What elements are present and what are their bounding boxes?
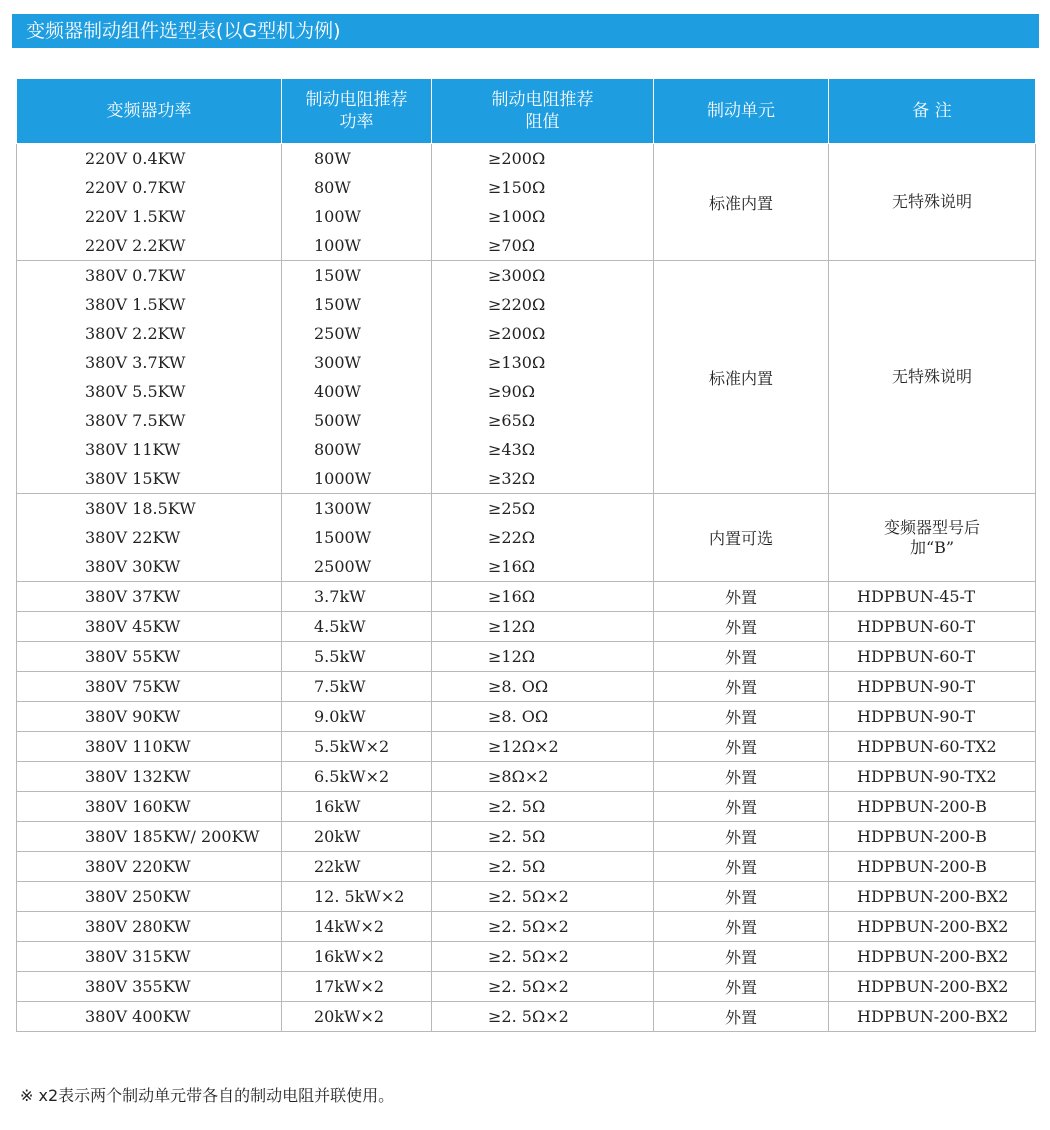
table-row [17, 822, 1036, 852]
braking-unit-cell: 外置 [654, 882, 829, 912]
inverter-power-cell: 380V 7.5KW [17, 406, 282, 435]
inverter-power-cell: 380V 90KW [17, 702, 282, 732]
inverter-power-cell: 380V 250KW [17, 882, 282, 912]
inverter-power-cell: 380V 22KW [17, 523, 282, 552]
inverter-power-cell: 380V 400KW [17, 1002, 282, 1032]
inverter-power-cell: 380V 132KW [17, 762, 282, 792]
braking-unit-cell: 外置 [654, 1002, 829, 1032]
resistor-power-cell: 20kW [282, 822, 432, 852]
inverter-power-cell: 380V 315KW [17, 942, 282, 972]
resistor-value-cell: ≥43Ω [432, 435, 654, 464]
header-inverter-power: 变频器功率 [17, 79, 282, 144]
resistor-power-cell: 1000W [282, 464, 432, 494]
resistor-power-cell: 800W [282, 435, 432, 464]
resistor-value-cell: ≥8Ω×2 [432, 762, 654, 792]
resistor-power-cell: 1500W [282, 523, 432, 552]
resistor-power-cell: 20kW×2 [282, 1002, 432, 1032]
inverter-power-cell: 220V 2.2KW [17, 231, 282, 261]
resistor-power-cell: 500W [282, 406, 432, 435]
table-row [17, 852, 1036, 882]
header-resistor-value: 制动电阻推荐 阻值 [432, 79, 654, 144]
unit-model-cell: HDPBUN-200-BX2 [829, 942, 1036, 972]
unit-model-cell: HDPBUN-45-T [829, 582, 1036, 612]
resistor-power-cell: 150W [282, 290, 432, 319]
resistor-value-cell: ≥100Ω [432, 202, 654, 231]
table-row [17, 702, 1036, 732]
unit-model-cell: HDPBUN-90-T [829, 672, 1036, 702]
inverter-power-cell: 380V 55KW [17, 642, 282, 672]
table-row [17, 792, 1036, 822]
resistor-power-cell: 6.5kW×2 [282, 762, 432, 792]
braking-unit-cell: 标准内置 [654, 144, 829, 261]
resistor-power-cell: 9.0kW [282, 702, 432, 732]
braking-unit-cell: 外置 [654, 672, 829, 702]
inverter-power-cell: 380V 45KW [17, 612, 282, 642]
remarks-cell: 无特殊说明 [829, 261, 1036, 494]
resistor-value-cell: ≥130Ω [432, 348, 654, 377]
braking-unit-cell: 外置 [654, 822, 829, 852]
resistor-power-cell: 16kW [282, 792, 432, 822]
resistor-power-cell: 7.5kW [282, 672, 432, 702]
resistor-power-cell: 1300W [282, 494, 432, 524]
table-row [17, 882, 1036, 912]
inverter-power-cell: 380V 5.5KW [17, 377, 282, 406]
resistor-value-cell: ≥16Ω [432, 582, 654, 612]
braking-selection-table [16, 78, 1036, 1032]
unit-model-cell: HDPBUN-60-TX2 [829, 732, 1036, 762]
unit-model-cell: HDPBUN-200-B [829, 822, 1036, 852]
inverter-power-cell: 380V 1.5KW [17, 290, 282, 319]
unit-model-cell: HDPBUN-200-B [829, 792, 1036, 822]
inverter-power-cell: 380V 3.7KW [17, 348, 282, 377]
resistor-power-cell: 16kW×2 [282, 942, 432, 972]
resistor-power-cell: 100W [282, 202, 432, 231]
table-row [17, 144, 1036, 174]
resistor-power-cell: 22kW [282, 852, 432, 882]
inverter-power-cell: 380V 2.2KW [17, 319, 282, 348]
resistor-value-cell: ≥90Ω [432, 377, 654, 406]
remarks-cell: 无特殊说明 [829, 144, 1036, 261]
resistor-value-cell: ≥32Ω [432, 464, 654, 494]
table-row [17, 762, 1036, 792]
unit-model-cell: HDPBUN-90-TX2 [829, 762, 1036, 792]
resistor-value-cell: ≥16Ω [432, 552, 654, 582]
resistor-value-cell: ≥2. 5Ω×2 [432, 942, 654, 972]
table-row [17, 732, 1036, 762]
inverter-power-cell: 380V 185KW/ 200KW [17, 822, 282, 852]
resistor-value-cell: ≥2. 5Ω [432, 792, 654, 822]
resistor-value-cell: ≥220Ω [432, 290, 654, 319]
unit-model-cell: HDPBUN-200-BX2 [829, 972, 1036, 1002]
resistor-power-cell: 400W [282, 377, 432, 406]
resistor-value-cell: ≥2. 5Ω×2 [432, 1002, 654, 1032]
resistor-value-cell: ≥8. OΩ [432, 702, 654, 732]
braking-unit-cell: 外置 [654, 612, 829, 642]
resistor-power-cell: 14kW×2 [282, 912, 432, 942]
resistor-value-cell: ≥70Ω [432, 231, 654, 261]
inverter-power-cell: 220V 0.7KW [17, 173, 282, 202]
inverter-power-cell: 380V 110KW [17, 732, 282, 762]
unit-model-cell: HDPBUN-60-T [829, 642, 1036, 672]
resistor-value-cell: ≥200Ω [432, 319, 654, 348]
table-row [17, 942, 1036, 972]
header-resistor-power: 制动电阻推荐 功率 [282, 79, 432, 144]
resistor-value-cell: ≥12Ω [432, 612, 654, 642]
braking-unit-cell: 外置 [654, 642, 829, 672]
inverter-power-cell: 380V 280KW [17, 912, 282, 942]
braking-unit-cell: 标准内置 [654, 261, 829, 494]
header-braking-unit: 制动单元 [654, 79, 829, 144]
resistor-value-cell: ≥300Ω [432, 261, 654, 291]
resistor-power-cell: 300W [282, 348, 432, 377]
braking-unit-cell: 外置 [654, 732, 829, 762]
inverter-power-cell: 380V 37KW [17, 582, 282, 612]
header-remarks: 备 注 [829, 79, 1036, 144]
remarks-cell: 变频器型号后 加“B” [829, 494, 1036, 582]
resistor-power-cell: 17kW×2 [282, 972, 432, 1002]
unit-model-cell: HDPBUN-60-T [829, 612, 1036, 642]
page-title: 变频器制动组件选型表(以G型机为例) [12, 14, 1039, 48]
resistor-value-cell: ≥2. 5Ω×2 [432, 912, 654, 942]
resistor-power-cell: 150W [282, 261, 432, 291]
resistor-value-cell: ≥12Ω×2 [432, 732, 654, 762]
resistor-power-cell: 12. 5kW×2 [282, 882, 432, 912]
resistor-power-cell: 80W [282, 144, 432, 174]
table-row [17, 582, 1036, 612]
resistor-power-cell: 250W [282, 319, 432, 348]
braking-unit-cell: 外置 [654, 852, 829, 882]
braking-unit-cell: 外置 [654, 762, 829, 792]
inverter-power-cell: 380V 30KW [17, 552, 282, 582]
resistor-value-cell: ≥12Ω [432, 642, 654, 672]
unit-model-cell: HDPBUN-90-T [829, 702, 1036, 732]
table-body [17, 144, 1036, 1032]
table-row [17, 912, 1036, 942]
braking-unit-cell: 外置 [654, 582, 829, 612]
inverter-power-cell: 380V 160KW [17, 792, 282, 822]
footnote: ※ x2表示两个制动单元带各自的制动电阻并联使用。 [20, 1086, 395, 1105]
inverter-power-cell: 380V 220KW [17, 852, 282, 882]
resistor-value-cell: ≥150Ω [432, 173, 654, 202]
inverter-power-cell: 220V 0.4KW [17, 144, 282, 174]
inverter-power-cell: 380V 75KW [17, 672, 282, 702]
unit-model-cell: HDPBUN-200-B [829, 852, 1036, 882]
resistor-power-cell: 80W [282, 173, 432, 202]
resistor-value-cell: ≥8. OΩ [432, 672, 654, 702]
resistor-value-cell: ≥2. 5Ω [432, 822, 654, 852]
table-row [17, 672, 1036, 702]
braking-unit-cell: 内置可选 [654, 494, 829, 582]
unit-model-cell: HDPBUN-200-BX2 [829, 882, 1036, 912]
table-row [17, 261, 1036, 291]
resistor-value-cell: ≥65Ω [432, 406, 654, 435]
unit-model-cell: HDPBUN-200-BX2 [829, 1002, 1036, 1032]
table-row [17, 1002, 1036, 1032]
resistor-value-cell: ≥2. 5Ω×2 [432, 882, 654, 912]
resistor-power-cell: 5.5kW [282, 642, 432, 672]
braking-unit-cell: 外置 [654, 912, 829, 942]
inverter-power-cell: 380V 18.5KW [17, 494, 282, 524]
inverter-power-cell: 380V 11KW [17, 435, 282, 464]
table-header-row [17, 79, 1036, 144]
inverter-power-cell: 220V 1.5KW [17, 202, 282, 231]
table-row [17, 612, 1036, 642]
braking-unit-cell: 外置 [654, 792, 829, 822]
resistor-power-cell: 3.7kW [282, 582, 432, 612]
inverter-power-cell: 380V 355KW [17, 972, 282, 1002]
resistor-value-cell: ≥22Ω [432, 523, 654, 552]
braking-unit-cell: 外置 [654, 942, 829, 972]
unit-model-cell: HDPBUN-200-BX2 [829, 912, 1036, 942]
resistor-power-cell: 2500W [282, 552, 432, 582]
resistor-value-cell: ≥2. 5Ω×2 [432, 972, 654, 1002]
braking-unit-cell: 外置 [654, 972, 829, 1002]
resistor-power-cell: 4.5kW [282, 612, 432, 642]
braking-unit-cell: 外置 [654, 702, 829, 732]
resistor-value-cell: ≥200Ω [432, 144, 654, 174]
table-row [17, 642, 1036, 672]
resistor-value-cell: ≥25Ω [432, 494, 654, 524]
selection-table-wrapper [16, 78, 1035, 1032]
table-row [17, 972, 1036, 1002]
resistor-power-cell: 5.5kW×2 [282, 732, 432, 762]
resistor-value-cell: ≥2. 5Ω [432, 852, 654, 882]
inverter-power-cell: 380V 0.7KW [17, 261, 282, 291]
resistor-power-cell: 100W [282, 231, 432, 261]
table-row [17, 494, 1036, 524]
inverter-power-cell: 380V 15KW [17, 464, 282, 494]
